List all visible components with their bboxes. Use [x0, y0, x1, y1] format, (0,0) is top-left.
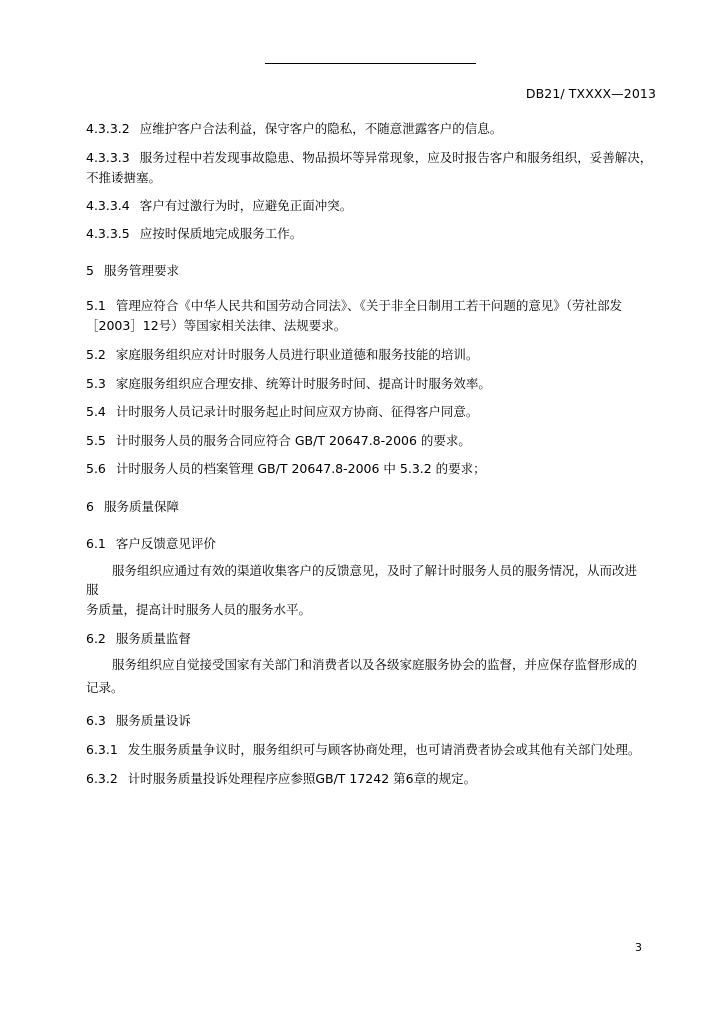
clause-text: 计时服务人员的档案管理 GB/T 20647.8-2006 中 5.3.2 的要求；	[115, 461, 486, 476]
clause-text: 计时服务人员记录计时服务起止时间应双方协商、征得客户同意。	[115, 404, 479, 419]
clause-6-2-paragraph-cont: 记录。	[86, 680, 124, 695]
clause-text: 客户有过激行为时，应避免正面冲突。	[139, 198, 353, 213]
clause-5-1	[86, 298, 622, 314]
clause-4-3-3-5	[86, 226, 302, 242]
clause-6-1-heading	[86, 536, 216, 552]
clause-number: 4.3.3.3	[86, 150, 130, 165]
clause-6-1-paragraph-cont: 服	[86, 582, 99, 597]
clause-6-2-heading	[86, 631, 191, 647]
clause-text: 管理应符合《中华人民共和国劳动合同法》、《关于非全日制用工若干问题的意见》（劳社部发	[115, 298, 623, 313]
clause-number: 6.2	[86, 631, 106, 646]
clause-text: 家庭服务组织应对计时服务人员进行职业道德和服务技能的培训。	[115, 347, 479, 362]
section-title: 服务管理要求	[103, 263, 179, 278]
clause-5-6	[86, 461, 486, 477]
clause-number: 5.5	[86, 433, 106, 448]
clause-4-3-3-2	[86, 121, 502, 137]
clause-title: 服务质量设诉	[115, 713, 191, 728]
clause-number: 4.3.3.2	[86, 121, 130, 136]
clause-title: 服务质量监督	[115, 631, 191, 646]
clause-6-3-1	[86, 742, 640, 758]
clause-text: 家庭服务组织应合理安排、统筹计时服务时间、提高计时服务效率。	[115, 376, 491, 391]
section-title: 服务质量保障	[103, 499, 179, 514]
clause-6-2-paragraph: 服务组织应自觉接受国家有关部门和消费者以及各级家庭服务协会的监督，并应保存监督形成的	[112, 657, 638, 672]
clause-6-1-paragraph-cont-2: 务质量，提高计时服务人员的服务水平。	[86, 602, 312, 617]
clause-4-3-3-4	[86, 198, 352, 214]
clause-4-3-3-3	[86, 150, 652, 166]
clause-number: 5.1	[86, 298, 106, 313]
clause-4-3-3-3-cont: 不推诿搪塞。	[86, 170, 162, 185]
section-5-heading	[86, 263, 179, 279]
page-number: 3	[635, 941, 642, 954]
document-number: DB21/ TXXXX—2013	[525, 86, 656, 101]
section-6-heading	[86, 499, 179, 515]
clause-number: 6.3.1	[86, 742, 118, 757]
clause-text: 应维护客户合法利益，保守客户的隐私，不随意泄露客户的信息。	[139, 121, 503, 136]
clause-number: 4.3.3.4	[86, 198, 130, 213]
header-rule	[265, 63, 476, 64]
clause-number: 4.3.3.5	[86, 226, 130, 241]
clause-text: 计时服务质量投诉处理程序应参照GB/T 17242 第6章的规定。	[127, 771, 477, 786]
clause-number: 6.3	[86, 713, 106, 728]
clause-text: 发生服务质量争议时，服务组织可与顾客协商处理，也可请消费者协会或其他有关部门处理。	[127, 742, 641, 757]
clause-6-3-heading	[86, 713, 191, 729]
section-number: 5	[86, 263, 94, 278]
clause-number: 5.2	[86, 347, 106, 362]
clause-number: 6.1	[86, 536, 106, 551]
clause-5-1-cont: ［2003］12号）等国家相关法律、法规要求。	[86, 318, 347, 333]
clause-5-3	[86, 376, 491, 392]
clause-6-3-2	[86, 771, 476, 787]
clause-text: 服务过程中若发现事故隐患、物品损坏等异常现象，应及时报告客户和服务组织，妥善解决，	[139, 150, 653, 165]
clause-number: 6.3.2	[86, 771, 118, 786]
clause-5-2	[86, 347, 478, 363]
clause-5-5	[86, 433, 471, 449]
clause-5-4	[86, 404, 478, 420]
clause-text: 计时服务人员的服务合同应符合 GB/T 20647.8-2006 的要求。	[115, 433, 471, 448]
clause-number: 5.3	[86, 376, 106, 391]
clause-title: 客户反馈意见评价	[115, 536, 216, 551]
clause-number: 5.6	[86, 461, 106, 476]
clause-number: 5.4	[86, 404, 106, 419]
clause-text: 应按时保质地完成服务工作。	[139, 226, 303, 241]
section-number: 6	[86, 499, 94, 514]
clause-6-1-paragraph: 服务组织应通过有效的渠道收集客户的反馈意见，及时了解计时服务人员的服务情况，从而改进	[112, 563, 638, 578]
